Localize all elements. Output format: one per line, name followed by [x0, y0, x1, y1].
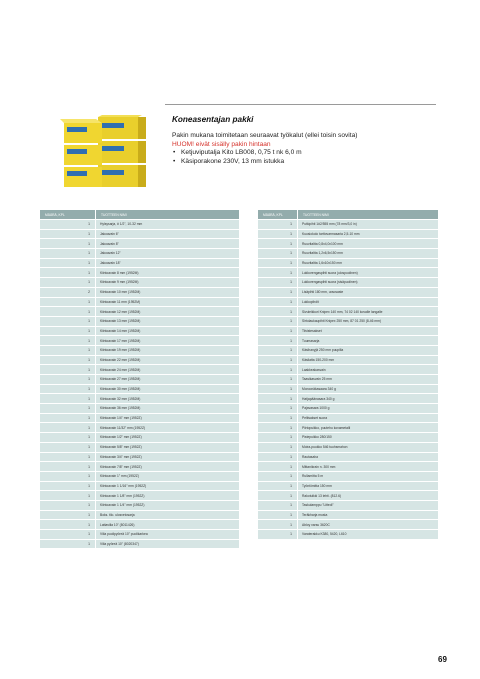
- note-text: HUOM! eivät sisälly pakin hintaan: [172, 140, 271, 148]
- table-row: [40, 433, 240, 442]
- table-row: [40, 307, 240, 316]
- table-row: [40, 511, 240, 520]
- table-row: [40, 423, 240, 432]
- table-row: [258, 346, 439, 355]
- table-row: [258, 336, 439, 345]
- table-row: [40, 385, 240, 394]
- table-row: [40, 239, 240, 248]
- table-row: [258, 278, 439, 287]
- name-cell: Kiintoavain 36 mm (1952M): [96, 404, 240, 413]
- qty-cell: 1: [258, 259, 298, 268]
- qty-cell: 1: [258, 249, 298, 258]
- table-row: [258, 404, 439, 413]
- qty-cell: 2: [40, 288, 96, 297]
- name-cell: Boks. tilo. ulosvetosarja: [96, 511, 240, 520]
- name-cell: Kiintoavain 1 1/4" mm (1952Z): [96, 501, 240, 510]
- table-row: [258, 472, 439, 481]
- name-cell: Kiintoavain 32 mm (1952M): [96, 394, 240, 403]
- table-row: [40, 375, 240, 384]
- table-row: [258, 230, 439, 239]
- table-row: [258, 298, 439, 307]
- qty-cell: 1: [40, 423, 96, 432]
- table-row: [40, 530, 240, 539]
- table-row: [258, 482, 439, 491]
- table-row: [258, 239, 439, 248]
- qty-cell: 1: [40, 317, 96, 326]
- right-tools-table: [258, 209, 439, 540]
- table-header-row: [40, 210, 240, 219]
- name-cell: Pajavasara 1000 g: [298, 404, 439, 413]
- qty-cell: 1: [258, 239, 298, 248]
- qty-header: MÄÄRÄ, KPL: [40, 210, 96, 219]
- bullet-item: • Ketjuviputalja Kito LB008, 0,75 t nk 6,0 m: [172, 149, 357, 158]
- name-cell: Kiintoavain 12 mm (1952M): [96, 307, 240, 316]
- qty-cell: 1: [258, 530, 298, 539]
- name-cell: Kiintoavain 27 mm (1952M): [96, 375, 240, 384]
- name-cell: Kiintoavain 14 mm (1952M): [96, 327, 240, 336]
- qty-cell: 1: [258, 511, 298, 520]
- qty-cell: 1: [258, 298, 298, 307]
- table-row: [258, 375, 439, 384]
- name-cell: Lattaviila 10" (8011426): [96, 520, 240, 529]
- name-cell: Hylsysarja, # 1/2", 10-32 mm: [96, 220, 240, 229]
- table-row: [258, 530, 439, 539]
- qty-cell: 1: [40, 433, 96, 442]
- qty-cell: 1: [40, 307, 96, 316]
- name-cell: Rautasaha: [298, 453, 439, 462]
- qty-cell: 1: [40, 230, 96, 239]
- table-row: [258, 394, 439, 403]
- qty-cell: 1: [258, 356, 298, 365]
- qty-cell: 1: [258, 414, 298, 423]
- table-row: [40, 220, 240, 229]
- name-cell: Sivuleikkuri Knipex 140 mm, 74 02 140 kovalle langalle: [298, 307, 439, 316]
- name-cell: Kiintoavain 17 mm (1952M): [96, 336, 240, 345]
- name-cell: Mittanikrain n. 300 mm: [298, 462, 439, 471]
- table-row: [40, 298, 240, 307]
- name-cell: Rakotulkki 13 lehti. (812.6): [298, 491, 439, 500]
- name-cell: Tuumasarja: [298, 336, 439, 345]
- intro-block: [172, 132, 357, 166]
- name-cell: Peltisakset suora: [298, 414, 439, 423]
- table-row: [40, 491, 240, 500]
- table-row: [40, 472, 240, 481]
- name-cell: Rullamitta 5 m: [298, 472, 439, 481]
- name-cell: Pistepuikko 280/150: [298, 433, 439, 442]
- table-row: [40, 404, 240, 413]
- table-row: [40, 278, 240, 287]
- qty-cell: 1: [258, 288, 298, 297]
- table-row: [258, 414, 439, 423]
- qty-cell: 1: [258, 307, 298, 316]
- qty-cell: 1: [258, 220, 298, 229]
- qty-cell: 1: [40, 520, 96, 529]
- qty-header: MÄÄRÄ, KPL: [258, 210, 298, 219]
- table-row: [40, 462, 240, 471]
- table-row: [40, 540, 240, 549]
- qty-cell: 1: [258, 230, 298, 239]
- qty-cell: 1: [40, 404, 96, 413]
- qty-cell: 1: [258, 453, 298, 462]
- table-row: [40, 346, 240, 355]
- name-header: TUOTTEEN NIMI: [96, 210, 240, 219]
- qty-cell: 1: [40, 346, 96, 355]
- name-cell: Työntömitta 150 mm: [298, 482, 439, 491]
- table-row: [40, 288, 240, 297]
- qty-cell: 1: [258, 317, 298, 326]
- qty-cell: 1: [40, 491, 96, 500]
- table-row: [40, 520, 240, 529]
- qty-cell: 1: [258, 491, 298, 500]
- bullet-item: • Käsiporakone 230V, 13 mm istukka: [172, 158, 357, 167]
- name-cell: Käsilatta 150-200 mm: [298, 356, 439, 365]
- name-cell: Ruuvitaltta 0,8x4,0x100 mm: [298, 239, 439, 248]
- qty-cell: 1: [258, 472, 298, 481]
- qty-cell: 1: [40, 443, 96, 452]
- qty-cell: 1: [40, 375, 96, 384]
- section-title: Koneasentajan pakki: [172, 115, 254, 124]
- name-cell: Kiintoavain 30 mm (1952M): [96, 385, 240, 394]
- table-row: [40, 230, 240, 239]
- name-cell: Moroonäkasaara 340 g: [298, 385, 439, 394]
- qty-cell: 1: [258, 520, 298, 529]
- name-cell: Kuusiokolo tarttovarmasaria 2,5-10 mm: [298, 230, 439, 239]
- name-cell: Kiintoavain 9 mm (1952M): [96, 278, 240, 287]
- name-cell: Kiintoavain 22 mm (1952M): [96, 356, 240, 365]
- name-cell: Moira-puukko 546 tuuhsmahon: [298, 443, 439, 452]
- qty-cell: 1: [258, 462, 298, 471]
- table-row: [258, 268, 439, 277]
- table-row: [40, 249, 240, 258]
- bullet-list: [172, 149, 357, 166]
- table-row: [40, 482, 240, 491]
- name-cell: Jakoavain 12": [96, 249, 240, 258]
- table-row: [258, 520, 439, 529]
- qty-cell: 1: [40, 394, 96, 403]
- table-row: [40, 394, 240, 403]
- intro-text: Pakin mukana toimitetaan seuraavat työkalut (ellei toisin sovita): [172, 132, 358, 139]
- name-cell: Taasikasvain 25 mm: [298, 375, 439, 384]
- qty-cell: 1: [258, 433, 298, 442]
- name-cell: Varaterakku K380, 5420, L610: [298, 530, 439, 539]
- name-cell: Putkipihti 1#2/555 mm (78 mm/3,0 in): [298, 220, 439, 229]
- qty-cell: 1: [40, 511, 96, 520]
- table-row: [40, 268, 240, 277]
- name-cell: Ruuvitaltta 1,6x10x150 mm: [298, 259, 439, 268]
- qty-cell: 1: [40, 220, 96, 229]
- table-row: [258, 511, 439, 520]
- qty-cell: 1: [258, 375, 298, 384]
- qty-cell: 1: [40, 259, 96, 268]
- qty-cell: 1: [258, 346, 298, 355]
- name-cell: Kiintoavain 3/4" mm (1952Z): [96, 453, 240, 462]
- table-row: [258, 453, 439, 462]
- qty-cell: 1: [258, 482, 298, 491]
- qty-cell: 1: [258, 278, 298, 287]
- table-header-row: [258, 210, 439, 219]
- table-row: [258, 443, 439, 452]
- qty-cell: 1: [40, 501, 96, 510]
- table-row: [258, 385, 439, 394]
- qty-cell: 1: [258, 327, 298, 336]
- qty-cell: 1: [40, 336, 96, 345]
- table-row: [258, 462, 439, 471]
- qty-cell: 1: [40, 278, 96, 287]
- table-row: [258, 220, 439, 229]
- name-cell: Kiintoavain 1/2" mm (1952Z): [96, 433, 240, 442]
- name-header: TUOTTEEN NIMI: [298, 210, 439, 219]
- table-row: [40, 259, 240, 268]
- qty-cell: 1: [258, 443, 298, 452]
- name-cell: Kiintoavain 19 mm (1952M): [96, 346, 240, 355]
- qty-cell: 1: [40, 385, 96, 394]
- table-row: [40, 414, 240, 423]
- product-boxes-image: [60, 115, 152, 189]
- name-cell: Ruuvitaltta 1,2x6,5x150 mm: [298, 249, 439, 258]
- qty-cell: 1: [40, 327, 96, 336]
- name-cell: Hatjapäänasara 340 g: [298, 394, 439, 403]
- qty-cell: 1: [258, 385, 298, 394]
- qty-cell: 1: [40, 530, 96, 539]
- table-row: [40, 327, 240, 336]
- table-row: [258, 307, 439, 316]
- qty-cell: 1: [40, 356, 96, 365]
- table-row: [40, 365, 240, 374]
- name-cell: Piirtopuikko, puutehu kovametalli: [298, 423, 439, 432]
- qty-cell: 1: [258, 394, 298, 403]
- qty-cell: 1: [258, 501, 298, 510]
- name-cell: Jakoavain 18": [96, 259, 240, 268]
- table-row: [40, 501, 240, 510]
- qty-cell: 1: [258, 268, 298, 277]
- qty-cell: 1: [40, 268, 96, 277]
- name-cell: Kiintoavain 8 mm (1952M): [96, 268, 240, 277]
- table-row: [40, 317, 240, 326]
- qty-cell: 1: [40, 298, 96, 307]
- qty-cell: 1: [40, 453, 96, 462]
- page-number: 69: [438, 655, 447, 664]
- table-row: [258, 249, 439, 258]
- name-cell: Käsihanyjä 250 mm puupilla: [298, 346, 439, 355]
- table-row: [258, 288, 439, 297]
- qty-cell: 1: [258, 336, 298, 345]
- name-cell: Kiintoavain 11/32" mm (1952Z): [96, 423, 240, 432]
- name-cell: Kiintoavain 1 1/16" mm (1952Z): [96, 482, 240, 491]
- qty-cell: 1: [40, 472, 96, 481]
- name-cell: Kiintoavain 13 mm (1952M): [96, 317, 240, 326]
- name-cell: Lukkorengaspihti suora (ulospuolinen): [298, 268, 439, 277]
- table-row: [40, 336, 240, 345]
- name-cell: Kiintoavain 11 mm (1952M): [96, 298, 240, 307]
- table-row: [258, 317, 439, 326]
- name-cell: Kiintoavain 1/4" mm (1952Z): [96, 414, 240, 423]
- header-rule: [165, 104, 436, 105]
- qty-cell: 1: [40, 414, 96, 423]
- name-cell: Tiivistesakset: [298, 327, 439, 336]
- qty-cell: 1: [40, 462, 96, 471]
- table-row: [40, 356, 240, 365]
- table-row: [258, 423, 439, 432]
- name-cell: Laakkeakasvain: [298, 365, 439, 374]
- name-cell: Kiintoavain 24 mm (1952M): [96, 365, 240, 374]
- table-row: [40, 443, 240, 452]
- name-cell: Viila puolipyöreä 10" puolikarkea: [96, 530, 240, 539]
- name-cell: Kiintoavain 1" mm (1952Z): [96, 472, 240, 481]
- name-cell: Kiintoavain 1 1/8" mm (1952Z): [96, 491, 240, 500]
- table-row: [258, 365, 439, 374]
- qty-cell: 1: [40, 540, 96, 549]
- qty-cell: 1: [40, 249, 96, 258]
- table-row: [258, 356, 439, 365]
- name-cell: Jakoavain 6": [96, 230, 240, 239]
- qty-cell: 1: [258, 423, 298, 432]
- name-cell: Sirtolaukaupihti Knipex 250 mm, 87 01 250 (8-46 mm): [298, 317, 439, 326]
- name-cell: Lukkorengaspihti suora (sisäpuolinen): [298, 278, 439, 287]
- name-cell: Jakoavain 8": [96, 239, 240, 248]
- qty-cell: 1: [258, 365, 298, 374]
- name-cell: Kiintoavain 7/8" mm (1952Z): [96, 462, 240, 471]
- qty-cell: 1: [40, 365, 96, 374]
- name-cell: Viila pyöreä 10" (8020347): [96, 540, 240, 549]
- qty-cell: 1: [258, 404, 298, 413]
- qty-cell: 1: [40, 482, 96, 491]
- name-cell: Abloy varsu 3620C: [298, 520, 439, 529]
- table-row: [258, 433, 439, 442]
- table-row: [258, 501, 439, 510]
- name-cell: Kiintoavain 10 mm (1952M): [96, 288, 240, 297]
- name-cell: Teräkharja musta: [298, 511, 439, 520]
- table-row: [258, 259, 439, 268]
- qty-cell: 1: [40, 239, 96, 248]
- name-cell: Lukkopihdit: [298, 298, 439, 307]
- left-tools-table: [40, 209, 240, 549]
- table-row: [258, 491, 439, 500]
- name-cell: Kiintoavain 5/8" mm (1952Z): [96, 443, 240, 452]
- table-row: [40, 453, 240, 462]
- name-cell: Lisäpihti 180 mm, uraosaste: [298, 288, 439, 297]
- table-row: [258, 327, 439, 336]
- name-cell: Taskulamppu "Littedi": [298, 501, 439, 510]
